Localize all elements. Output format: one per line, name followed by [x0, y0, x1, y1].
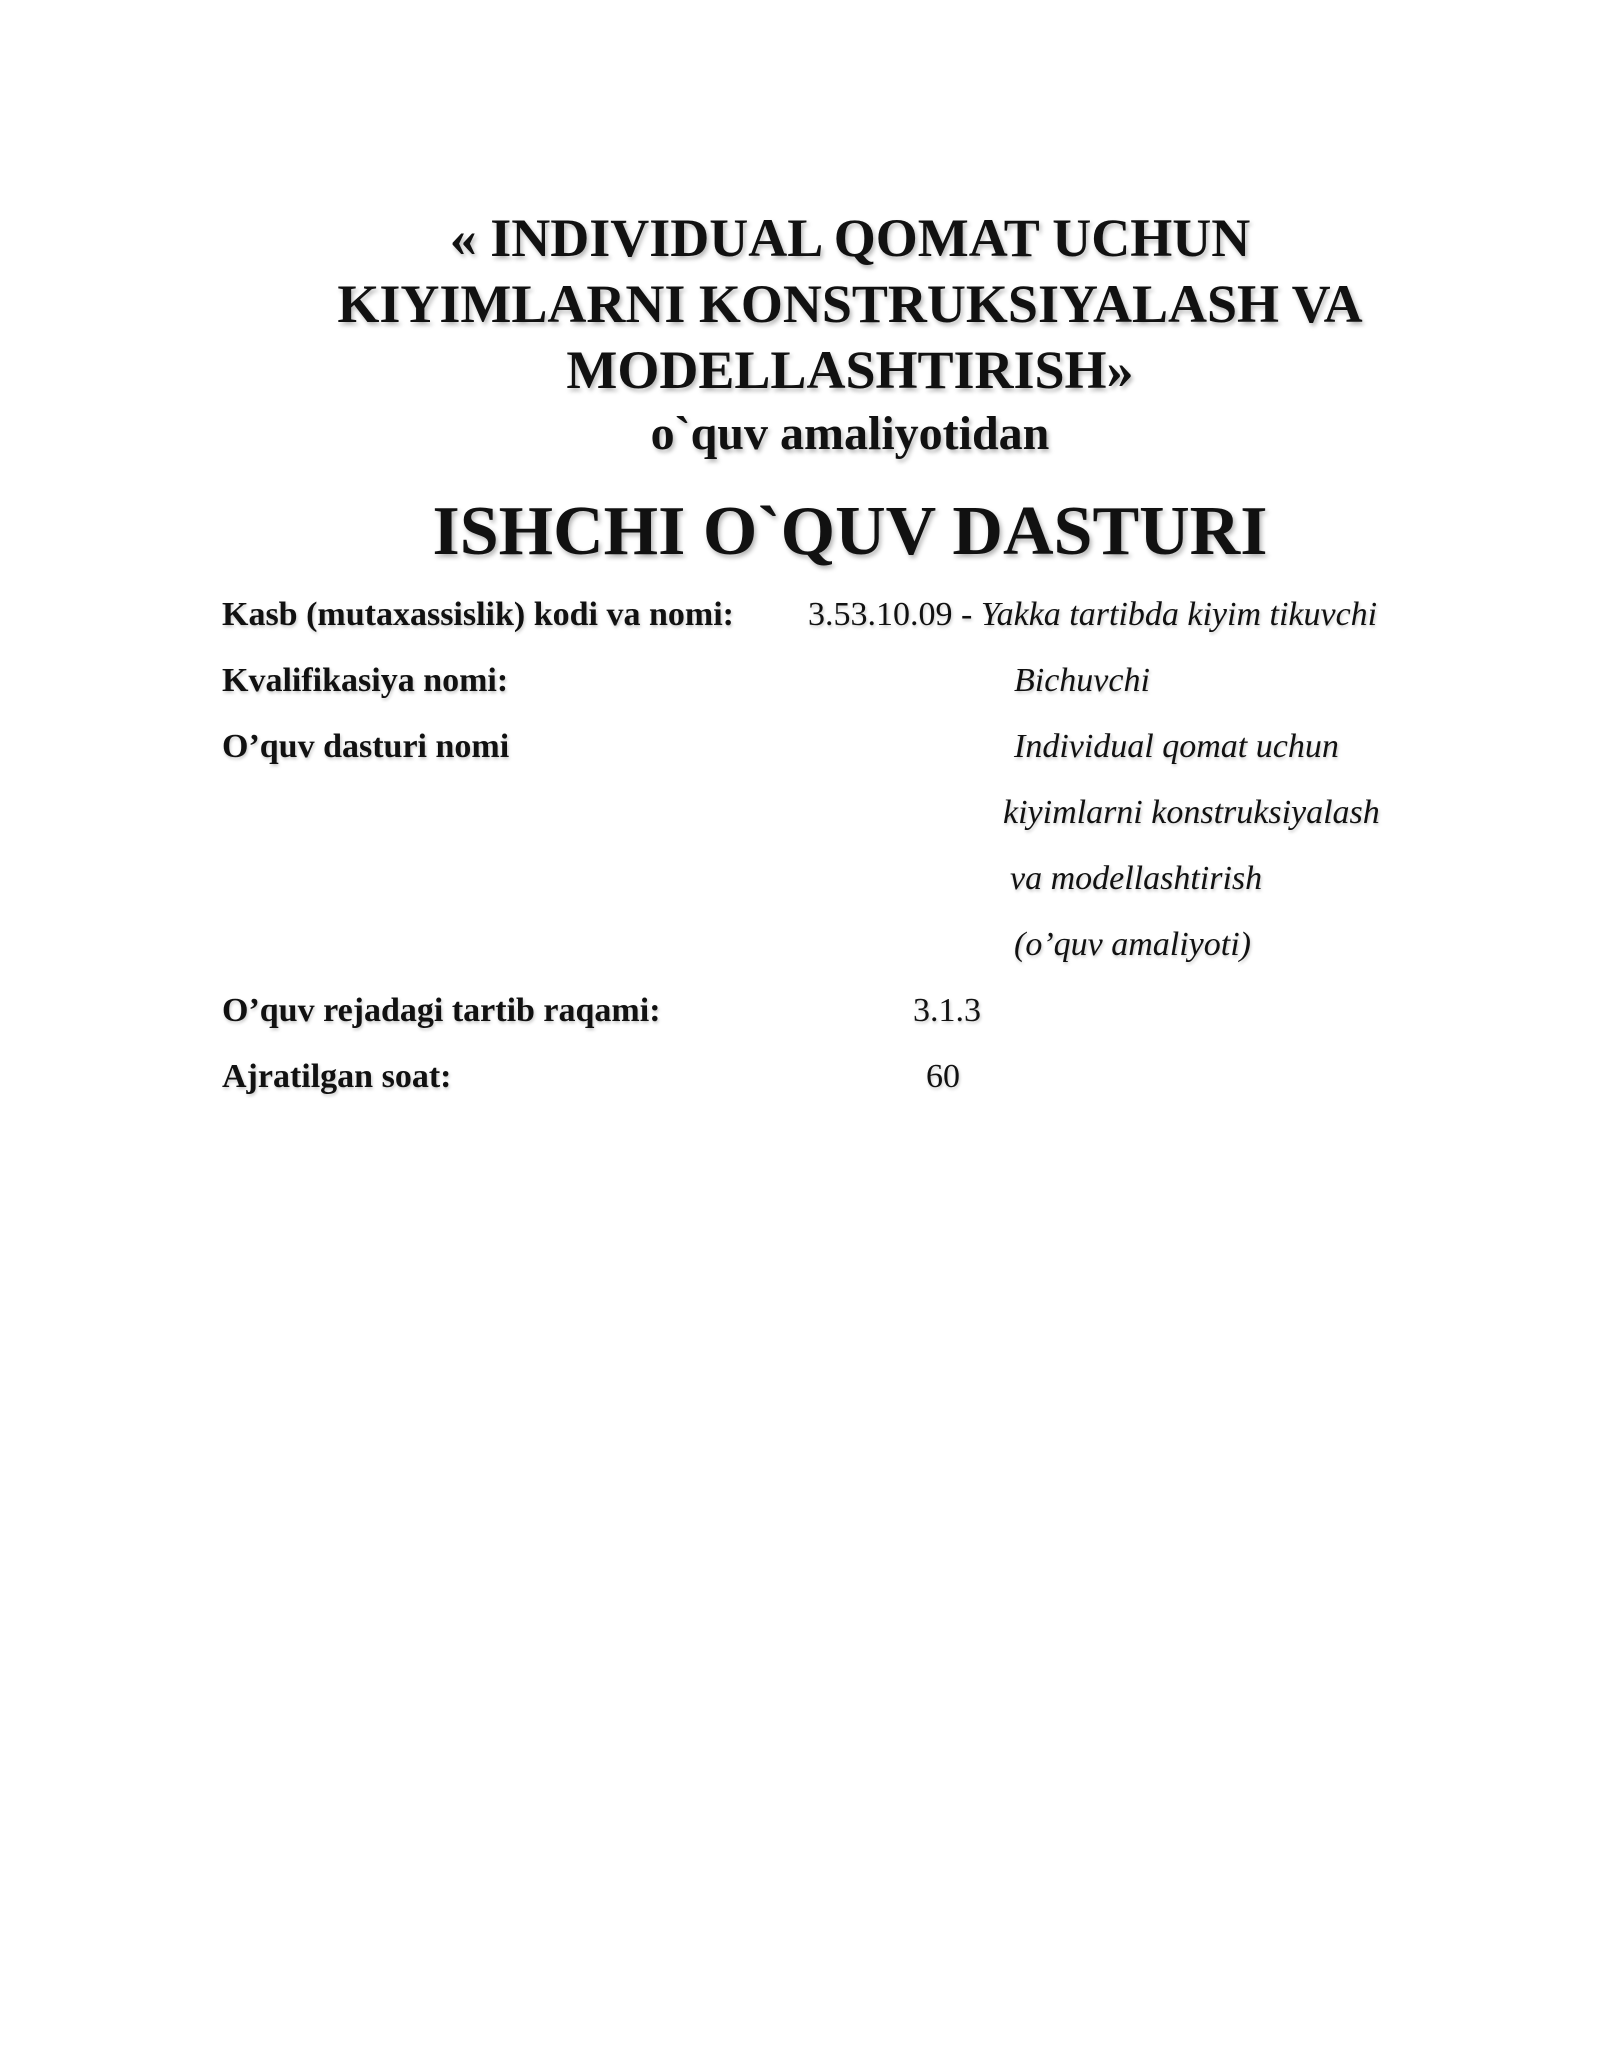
dastur-label: O’quv dasturi nomi [222, 728, 510, 765]
soat-label: Ajratilgan soat: [222, 1058, 452, 1095]
document-title [220, 205, 1480, 465]
kasb-code: 3.53.10.09 - [808, 596, 973, 633]
kasb-name: Yakka tartibda kiyim tikuvchi [980, 596, 1378, 633]
soat-value: 60 [926, 1058, 960, 1095]
dastur-line-1: Individual qomat uchun [1014, 728, 1339, 765]
main-heading: ISHCHI O`QUV DASTURI [432, 493, 1268, 570]
title-subtitle: o`quv amaliyotidan [650, 407, 1050, 460]
kvalifikasiya-label: Kvalifikasiya nomi: [222, 662, 509, 699]
dastur-line-3: va modellashtirish [1010, 860, 1263, 897]
title-line-3: MODELLASHTIRISH» [566, 340, 1134, 400]
dastur-line-4: (o’quv amaliyoti) [1014, 926, 1251, 963]
dastur-line-2: kiyimlarni konstruksiyalash [1003, 794, 1380, 831]
kvalifikasiya-value: Bichuvchi [1014, 662, 1150, 699]
kasb-value [808, 590, 1377, 640]
title-line-1: « INDIVIDUAL QOMAT UCHUN [449, 208, 1251, 268]
title-line-2: KIYIMLARNI KONSTRUKSIYALASH VA [337, 274, 1363, 334]
tartib-value: 3.1.3 [913, 992, 981, 1029]
tartib-label: O’quv rejadagi tartib raqami: [222, 992, 661, 1029]
kasb-label: Kasb (mutaxassislik) kodi va nomi: [222, 596, 734, 633]
